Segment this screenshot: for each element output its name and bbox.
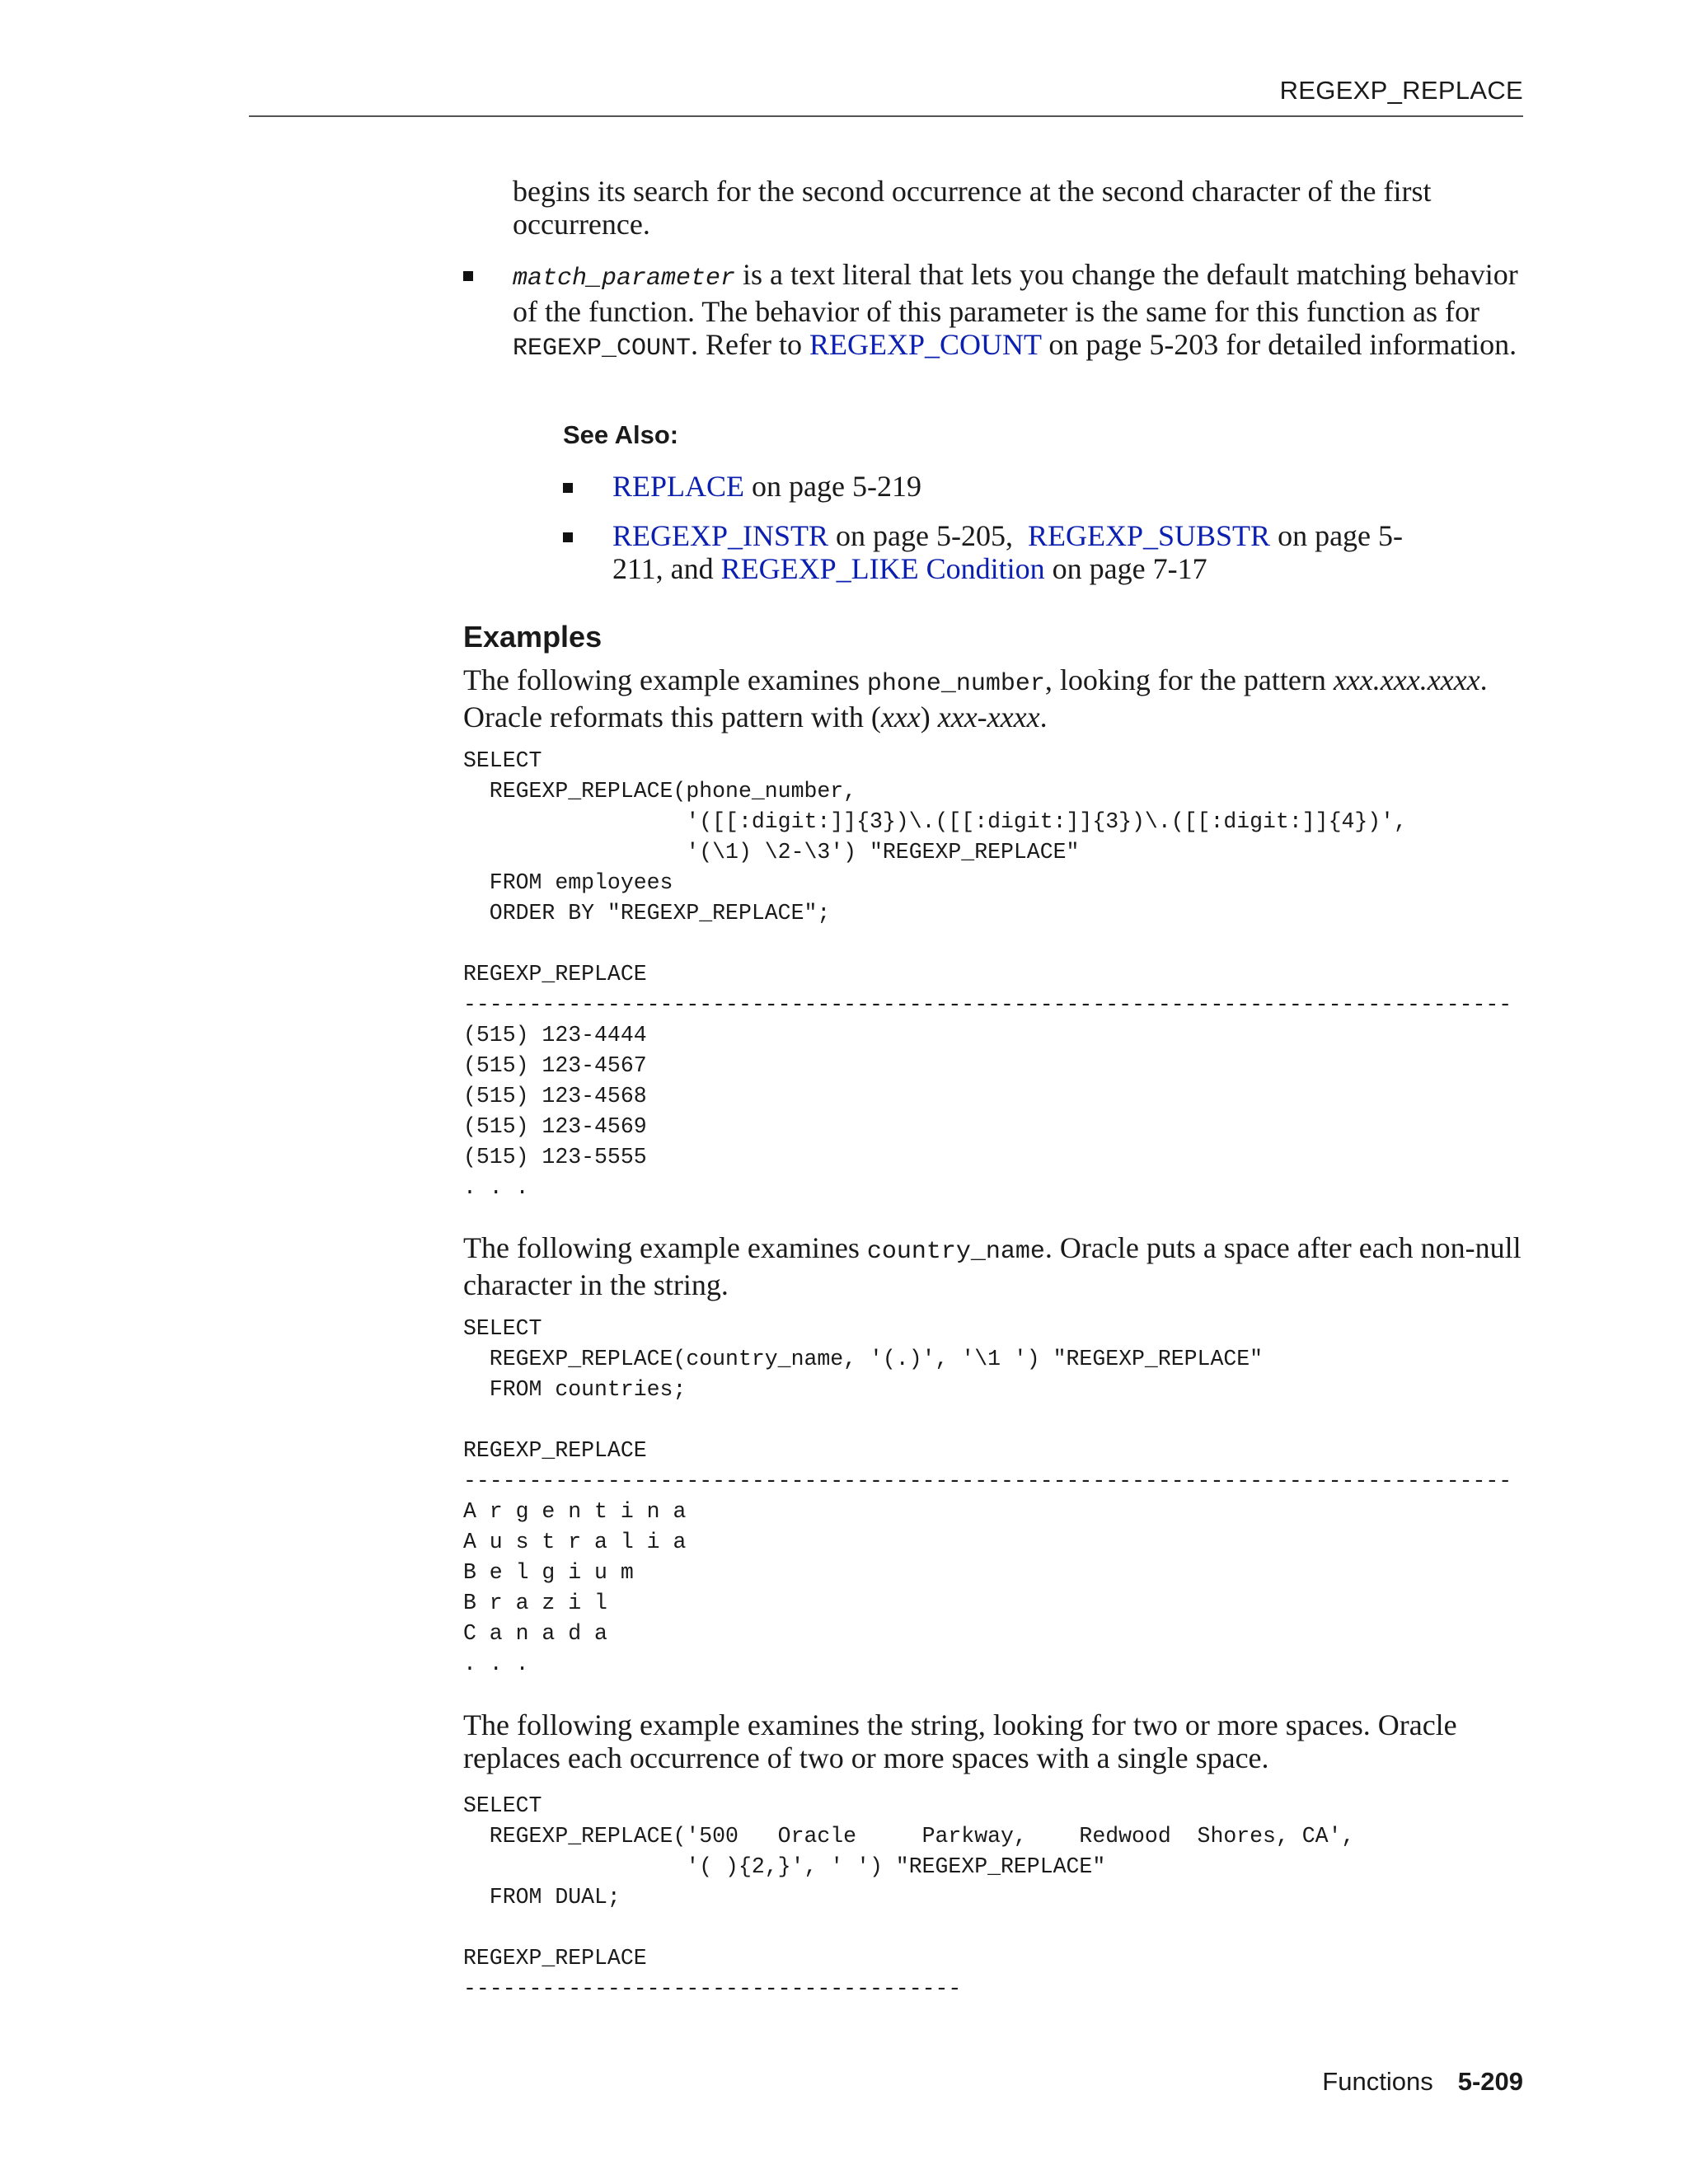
link-replace[interactable]: REPLACE	[612, 470, 745, 503]
see-also-text: on page 5-219	[744, 470, 921, 503]
ex1-text: , looking for the pattern	[1044, 663, 1334, 696]
running-header: REGEXP_REPLACE	[1279, 76, 1523, 105]
match-parameter-paragraph	[513, 258, 1535, 365]
bullet-marker	[563, 483, 573, 493]
bullet-marker	[563, 532, 573, 542]
code-block-dual: SELECT REGEXP_REPLACE('500 Oracle Parkway, Redwood Shores, CA', '( ){2,}', ' ') "REGEXP_REPLACE" FROM DUAL; REGEXP_REPLACE --------------------------------------	[463, 1793, 1355, 2001]
ex1-text: .	[1039, 701, 1048, 733]
example2-paragraph	[463, 1231, 1535, 1301]
see-also-text: on page 7-17	[1044, 552, 1207, 585]
param-text: . Refer to	[691, 328, 809, 361]
ex2-text: The following example examines	[463, 1231, 867, 1264]
footer-section: Functions	[1322, 2067, 1433, 2096]
pattern-text: xxx	[880, 701, 921, 733]
see-also-text: on page 5-211, and	[612, 519, 1404, 585]
ex1-text: )	[920, 701, 938, 733]
see-also-item-regexp	[612, 519, 1437, 585]
code-block-country: SELECT REGEXP_REPLACE(country_name, '(.)', '\1 ') "REGEXP_REPLACE" FROM countries; REGEXP_REPLACE -------------------------------------------------------------------------------- A r g e n t i n a A u s t r a l i a B e l g i u m B r a z i l C a n a d a . . .	[463, 1316, 1512, 1676]
ex1-text: The following example examines	[463, 663, 867, 696]
inline-code: country_name	[866, 1238, 1045, 1266]
param-text: on page 5-203 for detailed information.	[1041, 328, 1517, 361]
page-number: 5-209	[1457, 2067, 1523, 2096]
inline-code: REGEXP_COUNT	[513, 335, 692, 363]
see-also-item-replace	[612, 470, 1536, 503]
link-regexp-instr[interactable]: REGEXP_INSTR	[612, 519, 829, 552]
examples-heading: Examples	[463, 620, 603, 654]
see-also-heading: See Also:	[563, 420, 679, 449]
pattern-text: xxx-xxxx	[937, 701, 1040, 733]
continuation-paragraph: begins its search for the second occurrence at the second character of the first occurrence.	[513, 175, 1432, 241]
ex1-text: . Oracle reformats this pattern with (	[463, 663, 1488, 733]
param-name: match_parameter	[513, 265, 736, 293]
header-rule	[249, 115, 1523, 117]
pattern-text: xxx.xxx.xxxx	[1333, 663, 1480, 696]
bullet-marker	[463, 271, 473, 281]
link-regexp-substr[interactable]: REGEXP_SUBSTR	[1027, 519, 1271, 552]
see-also-text: on page 5-205,	[828, 519, 1028, 552]
page-footer	[1322, 2067, 1523, 2097]
link-regexp-count[interactable]: REGEXP_COUNT	[809, 328, 1042, 361]
ex2-text: . Oracle puts a space after each non-null character in the string.	[463, 1231, 1522, 1301]
param-text: is a text literal that lets you change the default matching behavior of the function. The behavior of this parameter is the same for this function as for	[513, 258, 1518, 328]
code-block-phone: SELECT REGEXP_REPLACE(phone_number, '([[:digit:]]{3})\.([[:digit:]]{3})\.([[:digit:]]{4})', '(\1) \2-\3') "REGEXP_REPLACE" FROM employees ORDER BY "REGEXP_REPLACE"; REGEXP_REPLACE -------------------------------------------------------------------------------- (515) 123-4444 (515) 123-4567 (515) 123-4568 (515) 123-4569 (515) 123-5555 . . .	[463, 748, 1512, 1200]
example1-paragraph	[463, 663, 1535, 733]
inline-code: phone_number	[866, 670, 1045, 698]
example3-paragraph: The following example examines the string, looking for two or more spaces. Oracle replaces each occurrence of two or more spaces with a single space.	[463, 1708, 1457, 1774]
link-regexp-like-condition[interactable]: REGEXP_LIKE Condition	[720, 552, 1045, 585]
